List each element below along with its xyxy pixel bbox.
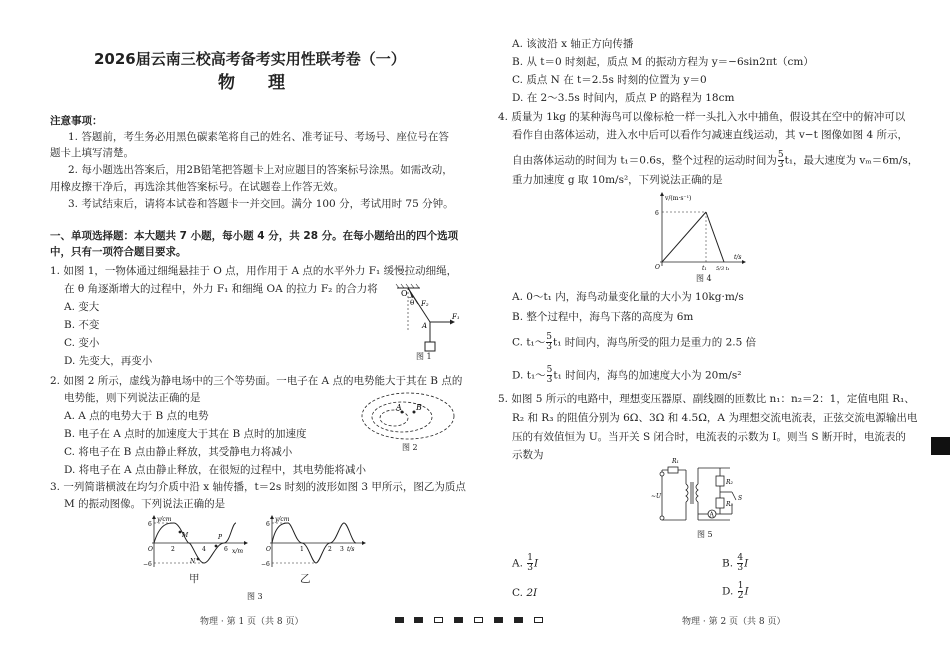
- fig4-v6: 6: [655, 210, 659, 217]
- fig3a-tick: 4: [202, 546, 206, 553]
- fig3a-ylabel: y/cm: [157, 516, 172, 523]
- notice-line: 1. 答题前，考生务必用黑色碳素笔将自己的姓名、准考证号、考场号、座位号在答: [68, 131, 449, 143]
- q2-option-c: C. 将电子在 B 点由静止释放，其受静电力将减小: [64, 446, 293, 458]
- figure-4: [650, 190, 750, 272]
- fig3a-ymin: −6: [143, 561, 152, 568]
- fig5-label-a: A: [709, 511, 714, 519]
- q4-option-a: A. 0～t₁ 内，海鸟动量变化量的大小为 10kg·m/s: [512, 291, 744, 303]
- figure-5: [650, 458, 750, 526]
- fig3a-tick: 6: [224, 546, 228, 553]
- fig3a-origin: O: [148, 546, 153, 553]
- fig1-label-f2: F₂: [421, 300, 429, 308]
- q3-option-c: C. 质点 N 在 t＝2.5s 时刻的位置为 y＝0: [512, 74, 707, 86]
- notice-line: 3. 考试结束后，请将本试卷和答题卡一并交回。满分 100 分，考试用时 75 分钟。: [68, 198, 454, 210]
- q4-stem-line3: [512, 151, 918, 170]
- fig2-label-a: A: [396, 403, 402, 412]
- fig1-caption: 图 1: [416, 352, 432, 361]
- q5-option-d: D. $\frac{1}{2}$ I: [722, 581, 749, 601]
- q4-fraction: $\frac{5}{3}$: [777, 150, 784, 170]
- q3-stem-cont: M 的振动图像。下列说法正确的是: [64, 498, 226, 510]
- q4-stem-line4: 重力加速度 g 取 10m/s²，下列说法正确的是: [512, 174, 723, 186]
- fig1-label-a: A: [422, 322, 428, 330]
- fig3a-point-m: M: [182, 532, 189, 539]
- q2-option-b: B. 电子在 A 点时的加速度大于其在 B 点时的加速度: [64, 428, 307, 440]
- page-left: [0, 0, 466, 654]
- q5-option-b: B. $\frac{4}{3}$ I: [722, 553, 749, 573]
- fig5-label-u: ~U: [651, 493, 662, 500]
- section-heading: 一、单项选择题：本大题共 7 小题，每小题 4 分，共 28 分。在每小题给出的四个选项: [50, 230, 459, 242]
- q1-option-c: C. 变小: [64, 337, 100, 349]
- page-marker: [414, 617, 423, 623]
- fig3a-xlabel: x/m: [232, 548, 244, 555]
- fig4-t2: 5/3 t₁: [716, 266, 730, 272]
- fig4-t1: t₁: [702, 265, 707, 272]
- fig5-label-r1: R₁: [672, 458, 679, 465]
- exam-title: 2026届云南三校高考备考实用性联考卷（一）: [94, 50, 406, 68]
- q4-option-b: B. 整个过程中，海鸟下落的高度为 6m: [512, 311, 694, 323]
- figure-1: [392, 284, 464, 360]
- fig3-caption: 图 3: [247, 592, 263, 601]
- q2-option-a: A. A 点的电势大于 B 点的电势: [64, 410, 209, 422]
- q5-option-a: A. $\frac{1}{3}$ I: [512, 553, 539, 573]
- q4-stem-line3-a: 自由落体运动的时间为 t₁＝0.6s，整个过程的运动时间为: [512, 154, 777, 167]
- figure-3-a: [140, 515, 250, 571]
- fig3b-ymax: 6: [266, 521, 270, 528]
- page-right: [490, 0, 950, 654]
- q4-stem: 4. 质量为 1kg 的某种海鸟可以像标枪一样一头扎入水中捕鱼，假设其在空中的俯冲可以: [498, 111, 906, 123]
- fig3-a-label: 甲: [189, 573, 200, 585]
- fig4-origin: O: [655, 264, 660, 271]
- q2-stem-cont: 电势能，则下列说法正确的是: [64, 392, 201, 404]
- q1-stem: 1. 如图 1，一物体通过细绳悬挂于 O 点，用作用于 A 点的水平外力 F₁ 缓慢拉动细绳，: [50, 265, 458, 277]
- footer-page-left: 物理 · 第 1 页（共 8 页）: [200, 617, 304, 627]
- fig4-xlabel: t/s: [734, 254, 742, 261]
- q1-option-a: A. 变大: [64, 301, 100, 313]
- page-marker: [434, 617, 443, 623]
- q5-stem-line4: 示数为: [512, 449, 544, 461]
- fig1-label-theta: θ: [410, 299, 415, 307]
- fig5-label-r2: R₂: [726, 479, 733, 486]
- q5-stem-cont: R₂ 和 R₃ 的阻值分别为 6Ω、3Ω 和 4.5Ω，A 为理想交流电流表，正弦交流电源输出电: [512, 412, 918, 424]
- q4-stem-cont: 看作自由落体运动，进入水中后可以看作匀减速直线运动，其 v−t 图像如图 4 所示，: [512, 129, 908, 141]
- fig3b-ymin: −6: [261, 561, 270, 568]
- fig5-label-r3: R₃: [726, 501, 733, 508]
- page-marker: [395, 617, 404, 623]
- fig3b-origin: O: [266, 546, 271, 553]
- fig3a-point-p: P: [218, 534, 223, 541]
- q5-stem: 5. 如图 5 所示的电路中，理想变压器原、副线圈的匝数比 n₁：n₂＝2：1，定值电阻 R₁、: [498, 393, 915, 405]
- notice-line: 2. 每小题选出答案后，用2B铅笔把答题卡上对应题目的答案标号涂黑。如需改动，: [68, 164, 453, 176]
- q3-option-a: A. 该波沿 x 轴正方向传播: [512, 38, 634, 50]
- fig3a-point-n: N: [190, 558, 196, 565]
- page-marker: [454, 617, 463, 623]
- fig5-caption: 图 5: [697, 530, 713, 539]
- q1-option-d: D. 先变大，再变小: [64, 355, 153, 367]
- q3-option-d: D. 在 2～3.5s 时间内，质点 P 的路程为 18cm: [512, 92, 735, 104]
- fig3b-ylabel: y/cm: [275, 516, 290, 523]
- notice-line: 用橡皮擦干净后，再选涂其他答案标号。在试题卷上作答无效。: [50, 181, 344, 193]
- exam-subject: 物 理: [218, 73, 293, 93]
- fig3b-tick: 1: [300, 546, 304, 553]
- fig3a-ymax: 6: [148, 521, 152, 528]
- fig1-label-o: O: [401, 289, 408, 298]
- q5-stem-line3: 压的有效值恒为 U。当开关 S 闭合时，电流表的示数为 I。则当 S 断开时，电流表的: [512, 431, 906, 443]
- fig3-b-label: 乙: [300, 573, 311, 585]
- q5-option-c: C. 2I: [512, 587, 538, 599]
- q2-stem: 2. 如图 2 所示，虚线为静电场中的三个等势面。一电子在 A 点的电势能大于其在 B 点的: [50, 375, 463, 387]
- q3-option-b: B. 从 t＝0 时刻起，质点 M 的振动方程为 y＝−6sin2πt（cm）: [512, 56, 814, 68]
- section-heading-cont: 中，只有一项符合题目要求。: [50, 246, 187, 258]
- q1-option-b: B. 不变: [64, 319, 100, 331]
- fig3a-tick: 2: [171, 546, 175, 553]
- q4-option-c: C. t₁～ $\frac{5}{3}$ t₁ 时间内，海鸟所受的阻力是重力的 2.5 倍: [512, 332, 757, 352]
- fig3b-tick: 2: [328, 546, 332, 553]
- q4-stem-line3-b: t₁，最大速度为 vₘ＝6m/s，: [784, 154, 919, 167]
- fig4-ylabel: v/(m·s⁻¹): [665, 195, 692, 202]
- fig3b-xlabel: t/s: [347, 546, 355, 553]
- q3-stem: 3. 一列简谐横波在均匀介质中沿 x 轴传播，t＝2s 时刻的波形如图 3 甲所示，图乙为质点: [50, 481, 466, 493]
- fig2-label-b: B: [416, 403, 422, 412]
- fig4-caption: 图 4: [696, 274, 712, 283]
- page-marker: [474, 617, 483, 623]
- q2-option-d: D. 将电子在 A 点由静止释放，在很短的过程中，其电势能将减小: [64, 464, 366, 476]
- figure-2: [358, 390, 458, 444]
- fig2-caption: 图 2: [402, 443, 418, 452]
- fig5-label-s: S: [738, 495, 743, 502]
- q1-stem-cont: 在 θ 角逐渐增大的过程中，外力 F₁ 和细绳 OA 的拉力 F₂ 的合力将: [64, 283, 378, 295]
- footer-page-right: 物理 · 第 2 页（共 8 页）: [682, 617, 786, 627]
- q4-option-d: D. t₁～ $\frac{5}{3}$ t₁ 时间内，海鸟的加速度大小为 20m/s²: [512, 365, 742, 385]
- fig3b-tick: 3: [340, 546, 344, 553]
- notice-heading: 注意事项：: [50, 115, 103, 127]
- notice-line: 题卡上填写清楚。: [50, 147, 134, 159]
- fig1-label-f1: F₁: [452, 313, 460, 321]
- figure-3-b: [258, 515, 370, 571]
